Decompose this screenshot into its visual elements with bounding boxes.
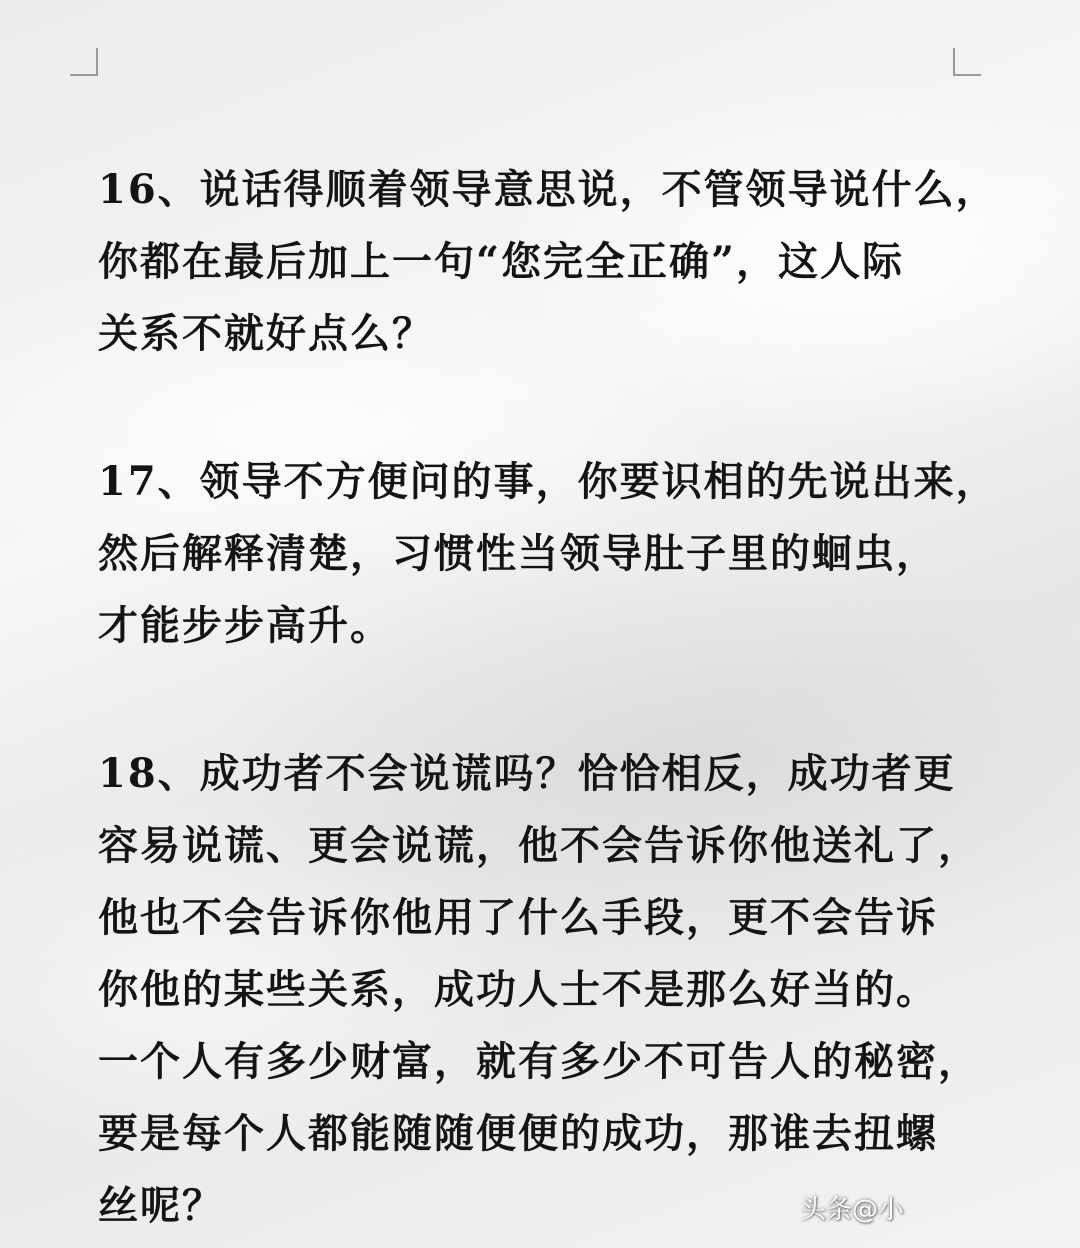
paragraph-17: 17、领导不方便问的事，你要识相的先说出来， 然后解释清楚，习惯性当领导肚子里的蛔虫， 才能步步高升。: [98, 458, 998, 649]
source-watermark: 头条@小: [800, 1195, 905, 1225]
paragraph-18: 18、成功者不会说谎吗？恰恰相反，成功者更 容易说谎、更会说谎，他不会告诉你他送礼了， 他也不会告诉你他用了什么手段，更不会告诉 你他的某些关系，成功人士不是那么好当的。 一个人有多少财富，就有多少不可告人的秘密， 要是每个人都能随随便便的成功，那谁去扭螺 丝呢？: [98, 750, 980, 1229]
crop-mark-top-right: [953, 48, 981, 76]
paragraph-16: 16、说话得顺着领导意思说，不管领导说什么， 你都在最后加上一句“您完全正确”，这人际 关系不就好点么？: [98, 166, 998, 357]
crop-mark-top-left: [70, 48, 98, 76]
